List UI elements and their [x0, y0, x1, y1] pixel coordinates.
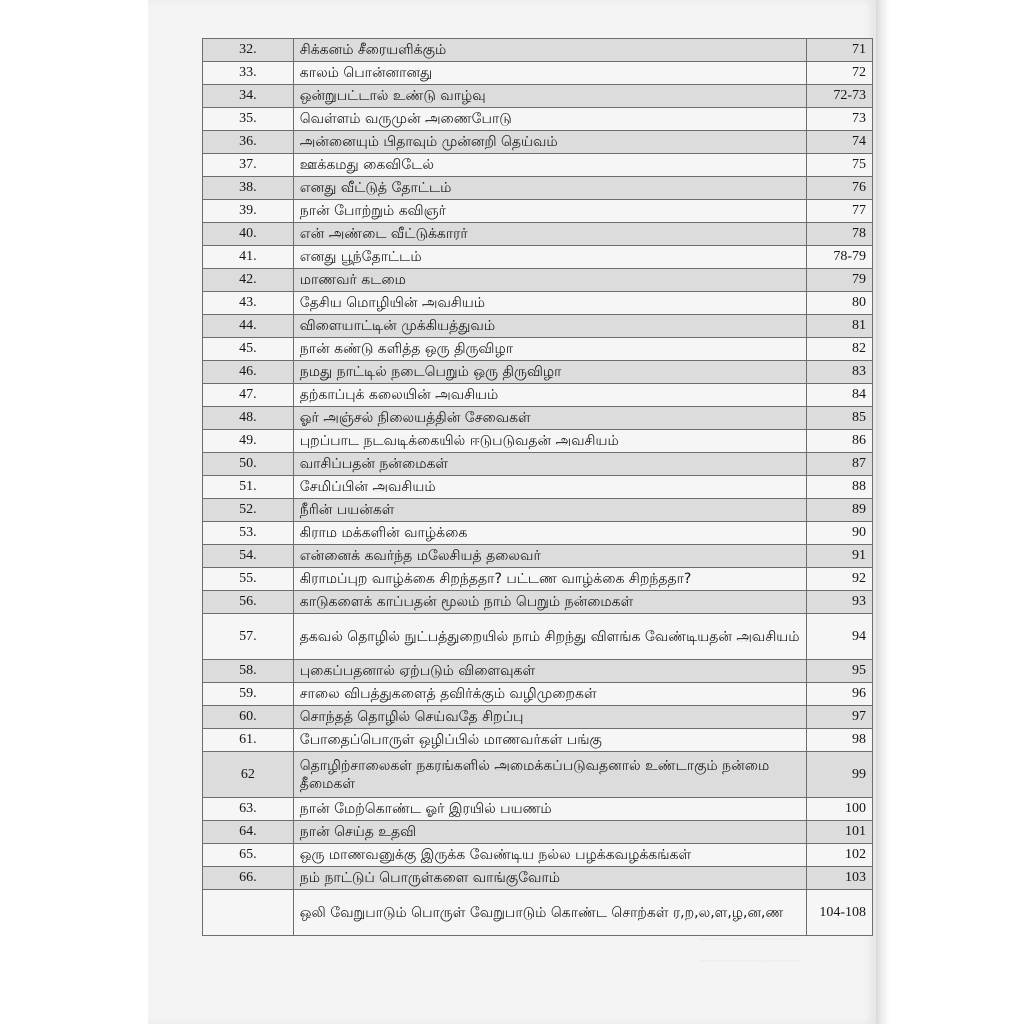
toc-row — [203, 85, 873, 108]
entry-title: காலம் பொன்னானது — [293, 62, 806, 85]
entry-title: அன்னையும் பிதாவும் முன்னறி தெய்வம் — [293, 131, 806, 154]
entry-page: 78-79 — [806, 246, 872, 269]
toc-row — [203, 660, 873, 683]
entry-page: 72 — [806, 62, 872, 85]
entry-title: நம் நாட்டுப் பொருள்களை வாங்குவோம் — [293, 867, 806, 890]
toc-row — [203, 867, 873, 890]
entry-page: 74 — [806, 131, 872, 154]
toc-row — [203, 614, 873, 660]
entry-page: 98 — [806, 729, 872, 752]
toc-row — [203, 269, 873, 292]
scan-margin-left — [0, 0, 148, 1024]
entry-title: நமது நாட்டில் நடைபெறும் ஒரு திருவிழா — [293, 361, 806, 384]
entry-page: 81 — [806, 315, 872, 338]
entry-number: 35. — [203, 108, 294, 131]
entry-number: 62 — [203, 752, 294, 798]
toc-row — [203, 545, 873, 568]
entry-number: 61. — [203, 729, 294, 752]
toc-row — [203, 821, 873, 844]
entry-number: 57. — [203, 614, 294, 660]
entry-number: 41. — [203, 246, 294, 269]
entry-number: 45. — [203, 338, 294, 361]
toc-row — [203, 246, 873, 269]
entry-title: காடுகளைக் காப்பதன் மூலம் நாம் பெறும் நன்மைகள் — [293, 591, 806, 614]
entry-title: தேசிய மொழியின் அவசியம் — [293, 292, 806, 315]
entry-number: 65. — [203, 844, 294, 867]
entry-number: 60. — [203, 706, 294, 729]
entry-number: 38. — [203, 177, 294, 200]
entry-page: 92 — [806, 568, 872, 591]
entry-title: என் அண்டை வீட்டுக்காரர் — [293, 223, 806, 246]
entry-number: 56. — [203, 591, 294, 614]
toc-row — [203, 315, 873, 338]
entry-title: புறப்பாட நடவடிக்கையில் ஈடுபடுவதன் அவசியம் — [293, 430, 806, 453]
entry-title: புகைப்பதனால் ஏற்படும் விளைவுகள் — [293, 660, 806, 683]
toc-row — [203, 706, 873, 729]
toc-row — [203, 338, 873, 361]
entry-page: 94 — [806, 614, 872, 660]
entry-page: 102 — [806, 844, 872, 867]
entry-title: கிராம மக்களின் வாழ்க்கை — [293, 522, 806, 545]
toc-row — [203, 522, 873, 545]
entry-number: 66. — [203, 867, 294, 890]
toc-row — [203, 223, 873, 246]
entry-page: 99 — [806, 752, 872, 798]
entry-page: 76 — [806, 177, 872, 200]
entry-title: சாலை விபத்துகளைத் தவிர்க்கும் வழிமுறைகள் — [293, 683, 806, 706]
entry-number: 39. — [203, 200, 294, 223]
entry-page: 84 — [806, 384, 872, 407]
toc-row — [203, 200, 873, 223]
entry-title: மாணவர் கடமை — [293, 269, 806, 292]
entry-page: 101 — [806, 821, 872, 844]
toc-row — [203, 499, 873, 522]
entry-number: 42. — [203, 269, 294, 292]
toc-row — [203, 844, 873, 867]
entry-title: நான் போற்றும் கவிஞர் — [293, 200, 806, 223]
entry-title: ஒலி வேறுபாடும் பொருள் வேறுபாடும் கொண்ட சொற்கள் ர,ற,ல,ள,ழ,ன,ண — [293, 890, 806, 936]
entry-title: சேமிப்பின் அவசியம் — [293, 476, 806, 499]
entry-page: 88 — [806, 476, 872, 499]
entry-number: 58. — [203, 660, 294, 683]
toc-row — [203, 384, 873, 407]
entry-page: 104-108 — [806, 890, 872, 936]
entry-number: 40. — [203, 223, 294, 246]
entry-page: 71 — [806, 39, 872, 62]
entry-number: 54. — [203, 545, 294, 568]
entry-page: 79 — [806, 269, 872, 292]
entry-number: 59. — [203, 683, 294, 706]
entry-page: 82 — [806, 338, 872, 361]
toc-row — [203, 752, 873, 798]
entry-title: தொழிற்சாலைகள் நகரங்களில் அமைக்கப்படுவதனால் உண்டாகும் நன்மை தீமைகள் — [293, 752, 806, 798]
entry-title: விளையாட்டின் முக்கியத்துவம் — [293, 315, 806, 338]
entry-number: 48. — [203, 407, 294, 430]
entry-number: 33. — [203, 62, 294, 85]
entry-title: சொந்தத் தொழில் செய்வதே சிறப்பு — [293, 706, 806, 729]
entry-title: என்னைக் கவர்ந்த மலேசியத் தலைவர் — [293, 545, 806, 568]
entry-number — [203, 890, 294, 936]
entry-page: 86 — [806, 430, 872, 453]
entry-number: 43. — [203, 292, 294, 315]
entry-page: 95 — [806, 660, 872, 683]
entry-page: 100 — [806, 798, 872, 821]
entry-number: 47. — [203, 384, 294, 407]
scan-margin-right — [876, 0, 1024, 1024]
toc-row — [203, 729, 873, 752]
table-of-contents — [202, 38, 873, 936]
entry-number: 64. — [203, 821, 294, 844]
entry-title: தகவல் தொழில் நுட்பத்துறையில் நாம் சிறந்து விளங்க வேண்டியதன் அவசியம் — [293, 614, 806, 660]
entry-number: 32. — [203, 39, 294, 62]
entry-number: 53. — [203, 522, 294, 545]
entry-number: 44. — [203, 315, 294, 338]
entry-title: நீரின் பயன்கள் — [293, 499, 806, 522]
entry-title: சிக்கனம் சீரையளிக்கும் — [293, 39, 806, 62]
entry-title: எனது பூந்தோட்டம் — [293, 246, 806, 269]
toc-row — [203, 591, 873, 614]
entry-title: கிராமப்புற வாழ்க்கை சிறந்ததா? பட்டண வாழ்க்கை சிறந்ததா? — [293, 568, 806, 591]
entry-number: 52. — [203, 499, 294, 522]
toc-row — [203, 361, 873, 384]
entry-number: 50. — [203, 453, 294, 476]
entry-page: 97 — [806, 706, 872, 729]
entry-page: 91 — [806, 545, 872, 568]
entry-title: ஒன்றுபட்டால் உண்டு வாழ்வு — [293, 85, 806, 108]
entry-page: 89 — [806, 499, 872, 522]
toc-row — [203, 292, 873, 315]
entry-page: 87 — [806, 453, 872, 476]
toc-row — [203, 108, 873, 131]
entry-page: 90 — [806, 522, 872, 545]
entry-page: 75 — [806, 154, 872, 177]
entry-page: 73 — [806, 108, 872, 131]
entry-title: வெள்ளம் வருமுன் அணைபோடு — [293, 108, 806, 131]
entry-number: 36. — [203, 131, 294, 154]
toc-row — [203, 154, 873, 177]
entry-page: 93 — [806, 591, 872, 614]
entry-title: ஒரு மாணவனுக்கு இருக்க வேண்டிய நல்ல பழக்கவழக்கங்கள் — [293, 844, 806, 867]
entry-title: வாசிப்பதன் நன்மைகள் — [293, 453, 806, 476]
entry-title: எனது வீட்டுத் தோட்டம் — [293, 177, 806, 200]
toc-row — [203, 890, 873, 936]
entry-number: 51. — [203, 476, 294, 499]
entry-page: 83 — [806, 361, 872, 384]
entry-number: 34. — [203, 85, 294, 108]
toc-row — [203, 568, 873, 591]
entry-page: 103 — [806, 867, 872, 890]
toc-row — [203, 430, 873, 453]
toc-row — [203, 177, 873, 200]
entry-page: 78 — [806, 223, 872, 246]
entry-title: நான் மேற்கொண்ட ஓர் இரயில் பயணம் — [293, 798, 806, 821]
toc-row — [203, 798, 873, 821]
entry-number: 55. — [203, 568, 294, 591]
toc-row — [203, 407, 873, 430]
entry-title: நான் கண்டு களித்த ஒரு திருவிழா — [293, 338, 806, 361]
entry-page: 85 — [806, 407, 872, 430]
toc-row — [203, 683, 873, 706]
toc-row — [203, 62, 873, 85]
toc-row — [203, 131, 873, 154]
entry-page: 80 — [806, 292, 872, 315]
toc-row — [203, 453, 873, 476]
toc-row — [203, 476, 873, 499]
entry-page: 72-73 — [806, 85, 872, 108]
entry-number: 63. — [203, 798, 294, 821]
entry-page: 77 — [806, 200, 872, 223]
entry-page: 96 — [806, 683, 872, 706]
entry-title: நான் செய்த உதவி — [293, 821, 806, 844]
entry-title: ஊக்கமது கைவிடேல் — [293, 154, 806, 177]
entry-number: 46. — [203, 361, 294, 384]
entry-title: ஓர் அஞ்சல் நிலையத்தின் சேவைகள் — [293, 407, 806, 430]
entry-title: போதைப்பொருள் ஒழிப்பில் மாணவர்கள் பங்கு — [293, 729, 806, 752]
entry-number: 49. — [203, 430, 294, 453]
entry-number: 37. — [203, 154, 294, 177]
toc-row — [203, 39, 873, 62]
entry-title: தற்காப்புக் கலையின் அவசியம் — [293, 384, 806, 407]
